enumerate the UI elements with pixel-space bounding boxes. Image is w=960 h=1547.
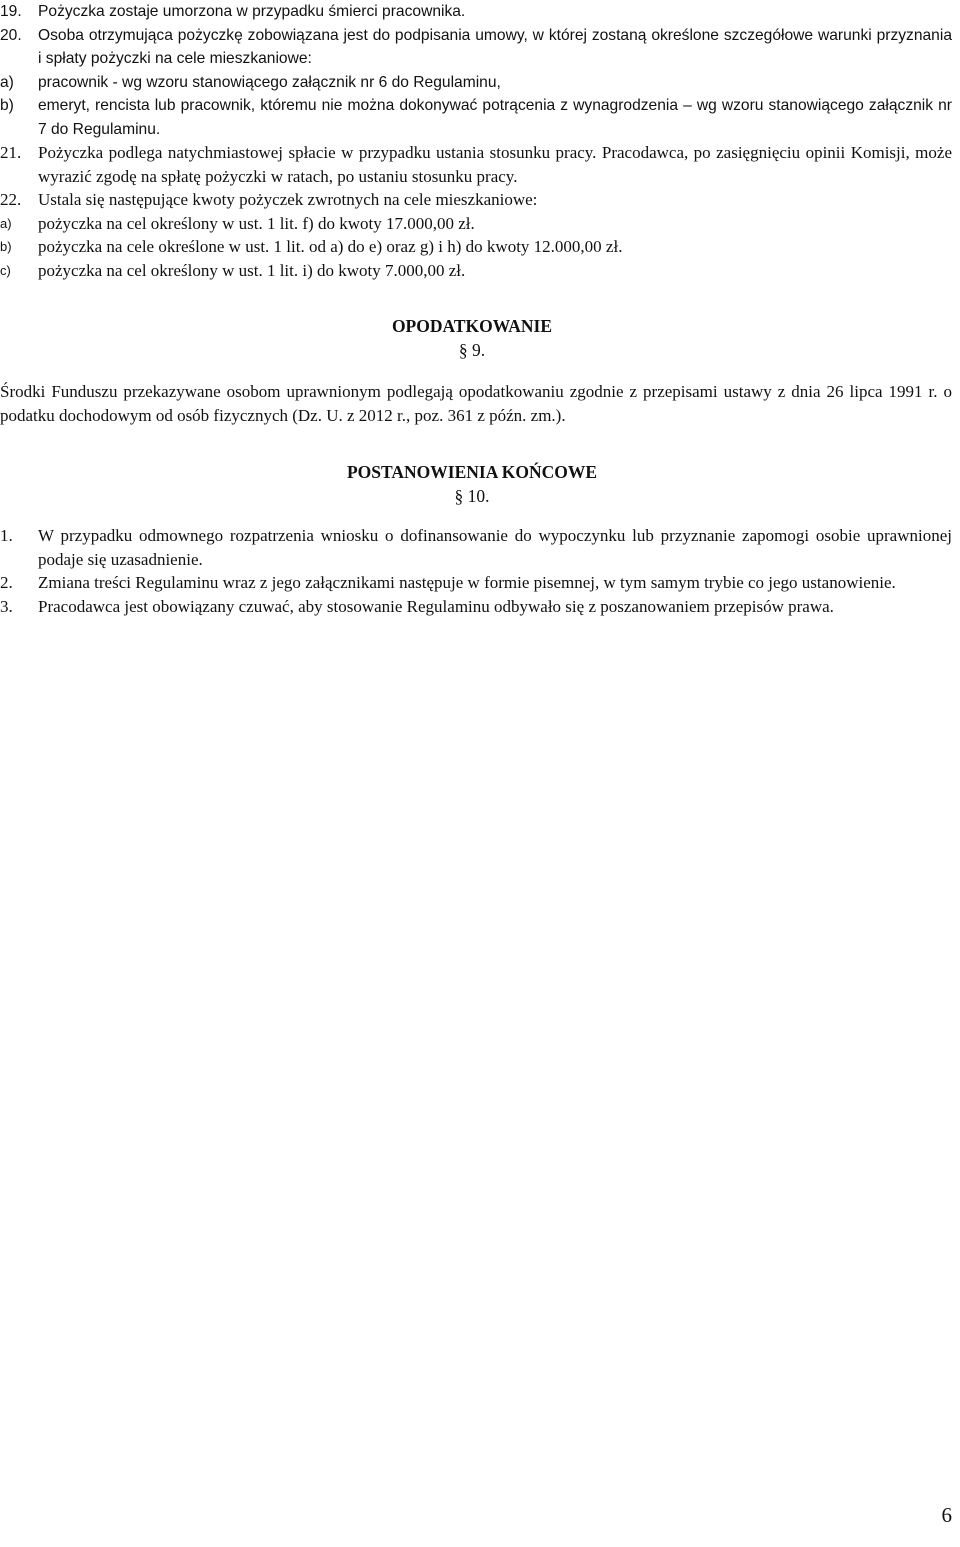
item-number: 22. [0,190,22,209]
section-paragraph: Środki Funduszu przekazywane osobom uprawnionym podlegają opodatkowaniu zgodnie z przepisami ustawy z dnia 26 lipca 1991 r. o podatku dochodowym od osób fizycznych (Dz. U. z 2012 r., poz. 361 z późn. zm.). [0,382,952,425]
item-text: Pożyczka podlega natychmiastowej spłacie w przypadku ustania stosunku pracy. Pracodawca, po zasięgnięciu opinii Komisji, może wyrazić zgodę na spłatę pożyczki w ratach, po ustaniu stosunku pracy. [38,143,952,186]
section-number: § 10. [454,485,490,506]
item-text: Pracodawca jest obowiązany czuwać, aby stosowanie Regulaminu odbywało się z poszanowaniem przepisów prawa. [38,596,834,616]
item-number: 19. [0,3,22,20]
sub-item-text: emeryt, rencista lub pracownik, któremu nie można dokonywać potrącenia z wynagrodzenia – wg wzoru stanowiącego załącznik nr 7 do Regulaminu. [38,97,952,138]
item-text: Osoba otrzymująca pożyczkę zobowiązana jest do podpisania umowy, w której zostaną określone szczegółowe warunki przyznania i spłaty pożyczki na cele mieszkaniowe: [38,26,952,67]
section-9 [0,315,956,427]
sub-item-letter: a) [0,73,14,91]
item-number: 3. [0,596,13,616]
sub-item-letter: b) [0,97,14,114]
item-number: 1. [0,526,13,545]
list-item [0,595,956,619]
section-10 [0,461,956,618]
item-number: 2. [0,573,13,592]
list-item-21 [0,141,956,188]
list-item [0,524,956,571]
item-text: Ustala się następujące kwoty pożyczek zwrotnych na cele mieszkaniowe: [38,190,538,209]
item-number: 20. [0,26,22,44]
item-text: Pożyczka zostaje umorzona w przypadku śmierci pracownika. [38,3,466,20]
sub-item-letter: a) [0,215,12,231]
list-item-20b [0,94,956,141]
section-number: § 9. [458,339,486,360]
sub-item-text: pożyczka na cel określony w ust. 1 lit. i) do kwoty 7.000,00 zł. [38,260,466,280]
page-number: 6 [941,1503,952,1527]
final-provisions-list [0,524,956,618]
items-21-22 [0,141,956,282]
item-text: Zmiana treści Regulaminu wraz z jego załącznikami następuje w formie pisemnej, w tym samym trybie co jego ustanowienie. [38,573,896,592]
sub-item-letter: b) [0,239,12,254]
section-heading: OPODATKOWANIE [391,316,553,336]
item-number: 21. [0,143,22,162]
sub-item-text: pożyczka na cel określony w ust. 1 lit. f) do kwoty 17.000,00 zł. [38,213,475,233]
sub-item-letter: c) [0,262,11,278]
list-item-22c [0,259,956,283]
sub-item-text: pożyczka na cele określone w ust. 1 lit. od a) do e) oraz g) i h) do kwoty 12.000,00 zł. [38,237,623,256]
list-item-19 [0,0,956,24]
item-text: W przypadku odmownego rozpatrzenia wniosku o dofinansowanie do wypoczynku lub przyznanie zapomogi osobie uprawnionej podaje się uzasadnienie. [38,526,952,569]
list-item-22a [0,212,956,236]
sub-item-text: pracownik - wg wzoru stanowiącego załącznik nr 6 do Regulaminu, [38,73,501,91]
list-item-22 [0,188,956,212]
list-item-22b [0,235,956,259]
list-item-20 [0,24,956,71]
list-item [0,571,956,595]
items-19-20 [0,0,956,141]
list-item-20a [0,71,956,95]
section-heading: POSTANOWIENIA KOŃCOWE [346,462,598,482]
